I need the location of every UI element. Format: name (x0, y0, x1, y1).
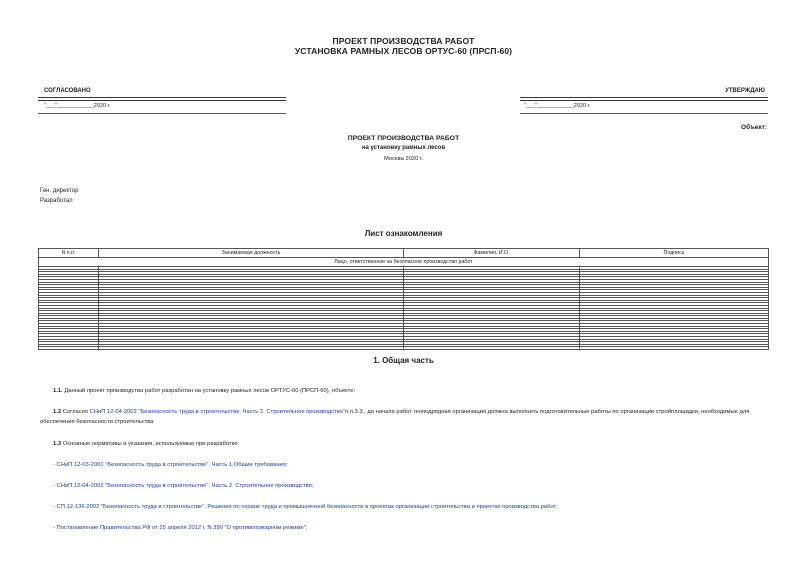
table-row (39, 347, 769, 350)
developer-label: Разработал (40, 198, 73, 204)
approve-label: УТВЕРЖДАЮ (725, 88, 765, 94)
approve-divider (520, 97, 768, 101)
project-title: ПРОЕКТ ПРОИЗВОДСТВА РАБОТ (347, 135, 460, 142)
norm-item-2[interactable]: - СНиП 12-04-2002 "Безопасность труда в строительстве". Часть 2. Строительное производство; (53, 483, 314, 489)
table-cell (580, 347, 769, 350)
table-cell (39, 347, 99, 350)
paragraph-1-2-text-b: п.п.3.3., до начала работ генподрядная организация должна выполнить подготовительные работы по организации стройплощадки, необходимые для обеспечения безопасности строительства (40, 409, 750, 425)
approve-date: "___"____________2020 г. (524, 103, 591, 109)
table-subheader-row (39, 258, 769, 267)
column-header-name: Фамилия, И.О. (404, 249, 580, 258)
document-title-line1: ПРОЕКТ ПРОИЗВОДСТВА РАБОТ (332, 36, 475, 46)
agreed-signature-line (38, 113, 286, 114)
norm-item-1[interactable]: - СНиП 12-03-2001 "Безопасность труда в строительстве". Часть 1.Общие требования; (53, 462, 288, 468)
table-cell (404, 347, 580, 350)
agreed-divider (38, 97, 286, 101)
column-header-number: N п.п. (39, 249, 99, 258)
table-header-row (39, 249, 769, 258)
norm-item-3[interactable]: - СП 12-136-2002 "Безопасность труда в строительстве". Решения по охране труда и промышленной безопасности в проектах организации строительства и проектах производства работ; (53, 504, 558, 510)
paragraph-1-3-text: Основные нормативы и указания, используемые при разработке: (62, 441, 240, 447)
paragraph-1-3 (53, 439, 781, 449)
director-label: Ген. директор (40, 188, 79, 194)
acquaintance-table (38, 248, 769, 350)
agreed-date: "___"____________2020 г. (44, 103, 111, 109)
object-label: Объект: (741, 124, 767, 131)
project-subtitle: на установку рамных лесов (361, 145, 446, 151)
paragraph-1-2-text-a: Согласно (62, 409, 89, 415)
snip-12-04-link[interactable]: СНиП 12-04-2002 "Безопасность труда в строительстве. Часть 2. Строительное производство" (89, 409, 345, 415)
paragraph-1-3-number: 1.3 (53, 441, 62, 447)
table-body (39, 267, 769, 350)
table-cell (99, 347, 404, 350)
paragraph-1-1-text: Данный проект производства работ разработан на установку рамных лесов ОРТУС-60 (ПРСП-60), объекте: (64, 388, 356, 394)
column-header-position: Занимаемая должность (99, 249, 404, 258)
paragraph-1-1-number: 1.1. (53, 388, 63, 394)
column-header-signature: Подпись (580, 249, 769, 258)
paragraph-1-2-num: 1.2 (53, 409, 62, 415)
norm-item-4[interactable]: - Постановление Правительства РФ от 25 апреля 2012 г. N 390 "О противопожарном режиме"; (53, 525, 308, 531)
paragraph-1-1 (53, 386, 781, 396)
acquaintance-sheet-title: Лист ознакомления (364, 229, 443, 238)
document-title-line2: УСТАНОВКА РАМНЫХ ЛЕСОВ ОРТУС-60 (ПРСП-60) (294, 46, 513, 56)
responsible-person-row: Лицо, ответственное за безопасное производство работ (39, 258, 769, 267)
approve-signature-line (520, 113, 768, 114)
section-heading: 1. Общая часть (373, 356, 434, 365)
agreed-label: СОГЛАСОВАНО (44, 88, 91, 94)
paragraph-1-2 (40, 407, 768, 427)
project-city-year: Москва 2020 г. (384, 156, 423, 162)
